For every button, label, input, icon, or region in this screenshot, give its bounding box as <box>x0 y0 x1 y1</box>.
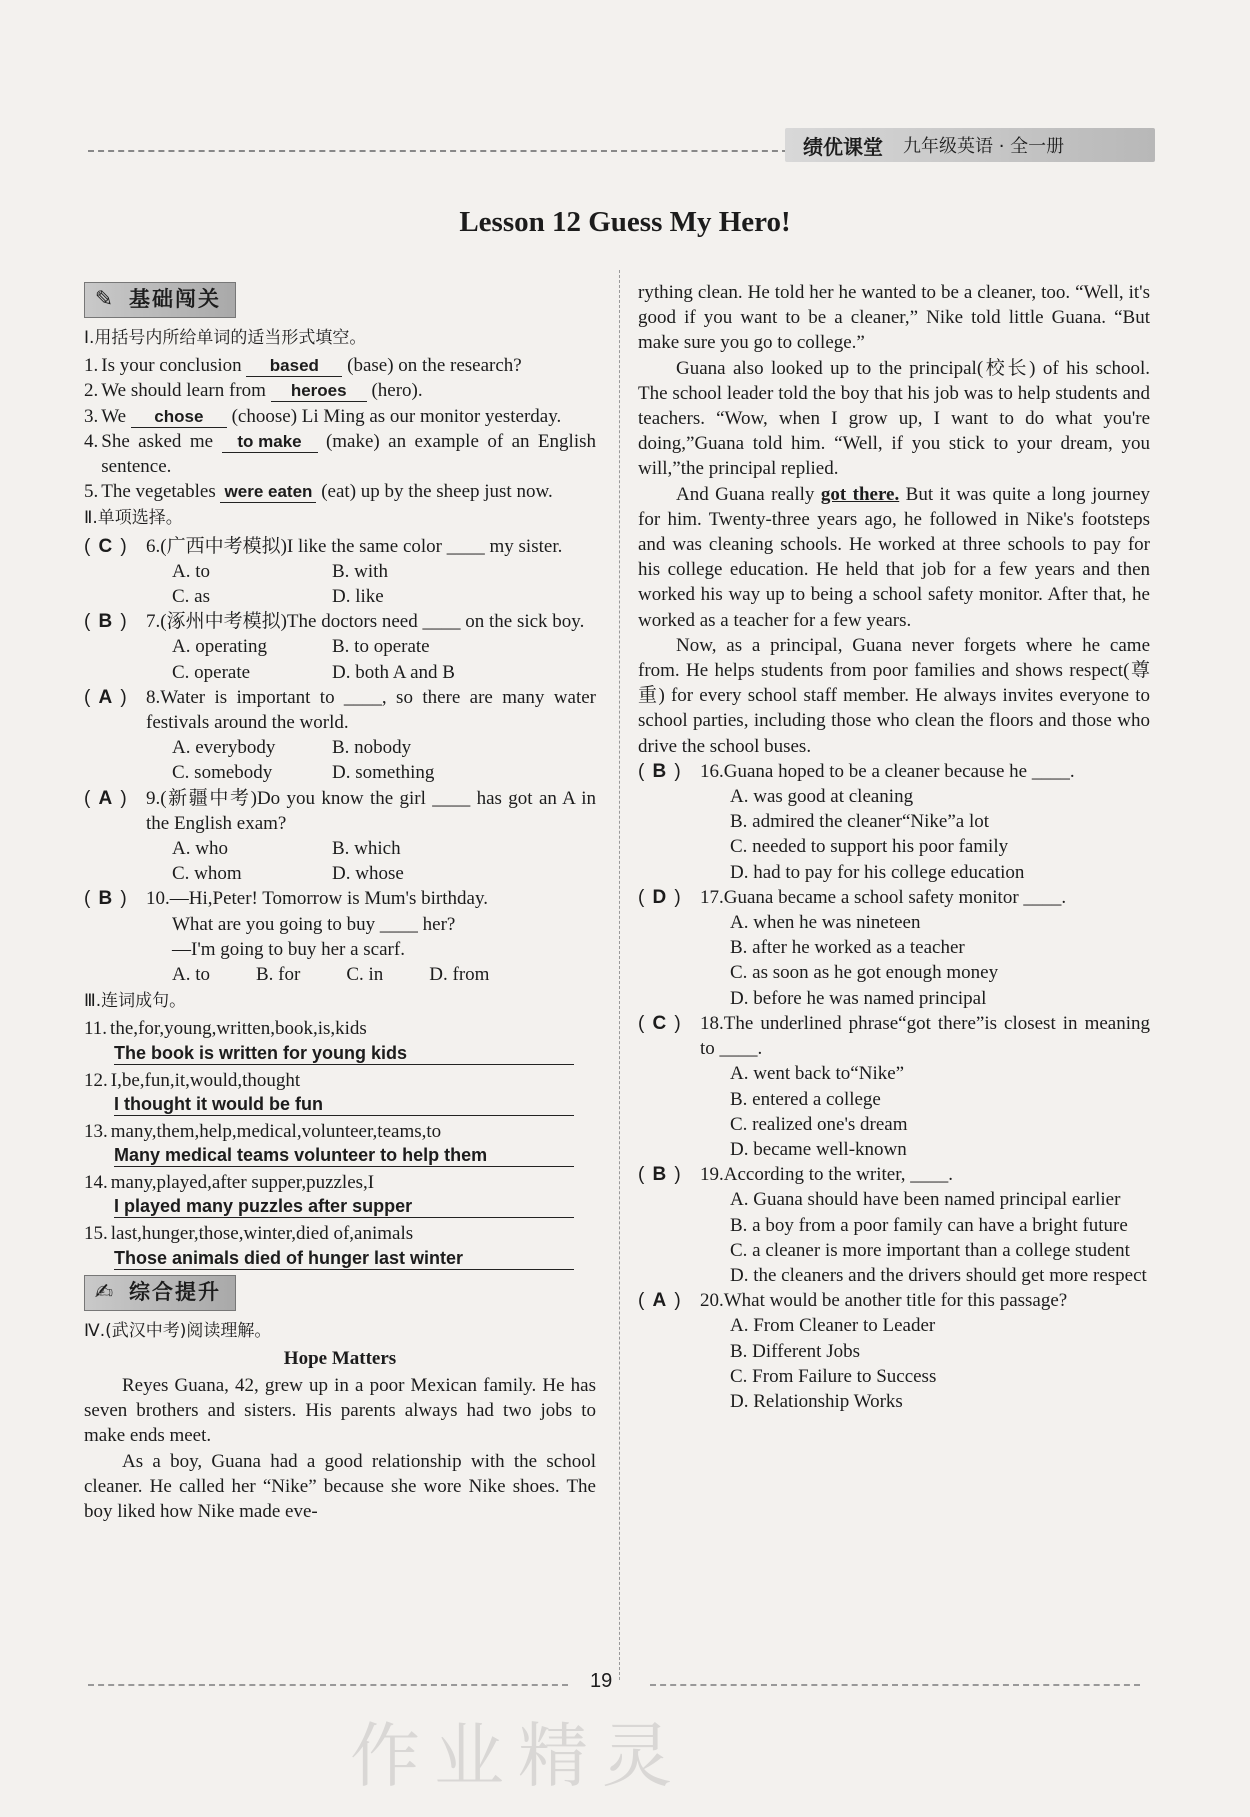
option: B. for <box>256 964 301 986</box>
option: D. had to pay for his college education <box>730 861 1025 883</box>
option: A. went back to“Nike” <box>730 1063 905 1085</box>
sentence-item <box>84 1068 596 1093</box>
question-text: 16.Guana hoped to be a cleaner because he ____. <box>700 760 1075 782</box>
sentence-item <box>84 1170 596 1195</box>
options <box>172 559 596 609</box>
answer-paren: ( D ) <box>638 885 700 1011</box>
question-text: 8.Water is important to ____, so there are many water festivals around the world. <box>146 686 596 734</box>
question-body <box>146 609 596 685</box>
watermark: 作业精灵 <box>350 1715 686 1797</box>
question-text: The vegetables were eaten (eat) up by the sheep just now. <box>101 481 553 503</box>
answer-blank: were eaten <box>220 482 316 503</box>
sentence-item <box>84 1016 596 1041</box>
answer-paren: ( B ) <box>84 609 146 685</box>
option: D. became well-known <box>730 1138 907 1160</box>
reading-question <box>638 1011 1150 1162</box>
question-text: We chose (choose) Li Ming as our monitor yesterday. <box>101 405 562 427</box>
underlined-phrase: got there. <box>820 483 900 505</box>
sentence-item <box>84 1119 596 1144</box>
question-text: 19.According to the writer, ____. <box>700 1164 954 1186</box>
part-4-heading: Ⅳ.(武汉中考)阅读理解。 <box>84 1320 272 1341</box>
question-body <box>700 1162 1150 1288</box>
fill-blank-item <box>84 404 596 429</box>
answer-paren: ( C ) <box>638 1011 700 1162</box>
option: D. before he was named principal <box>730 987 987 1009</box>
question-text: 17.Guana became a school safety monitor ____. <box>700 886 1067 908</box>
reading-question <box>638 1162 1150 1288</box>
answer-blank: chose <box>131 407 227 428</box>
part-3-items <box>84 1016 596 1269</box>
choice-question <box>84 786 596 887</box>
question-line: —I'm going to buy her a scarf. <box>172 938 405 960</box>
option: A. who <box>172 838 228 860</box>
answer-letter: A <box>652 1290 667 1312</box>
question-number: 15. <box>84 1223 108 1245</box>
answer-paren: ( A ) <box>84 786 146 887</box>
header-rule <box>88 150 788 152</box>
option: A. to <box>172 560 210 582</box>
answer-letter: B <box>652 1164 667 1186</box>
option: D. the cleaners and the drivers should get more respect <box>730 1264 1147 1286</box>
option: C. operate <box>172 661 251 683</box>
answer-paren: ( A ) <box>638 1288 700 1414</box>
option: B. admired the cleaner“Nike”a lot <box>730 811 990 833</box>
passage-left <box>84 1373 596 1524</box>
footer-rule-right <box>650 1684 1140 1686</box>
option: A. when he was nineteen <box>730 912 921 934</box>
question-number: 2. <box>84 380 99 402</box>
passage-paragraph: And Guana really got there. But it was quite a long journey for him. Twenty-three years ago, he followed in Nike's footsteps and was cleaning schools. He worked at three schools to pay for his college education. He held that job for a few years and then worked his way up to being a school safety monitor. After that, he worked as a teacher for a few years. <box>638 483 1151 631</box>
header-subtitle: 九年级英语 · 全一册 <box>903 136 1065 157</box>
passage-paragraph: Reyes Guana, 42, grew up in a poor Mexican family. He has seven brothers and sisters. His parents always had two jobs to make ends meet. <box>84 1374 596 1447</box>
option: A. was good at cleaning <box>730 786 914 808</box>
question-text: 20.What would be another title for this passage? <box>700 1290 1068 1312</box>
reading-question <box>638 759 1150 885</box>
option: B. to operate <box>332 636 430 658</box>
option: A. From Cleaner to Leader <box>730 1315 936 1337</box>
option: C. needed to support his poor family <box>730 836 1009 858</box>
answer-letter: B <box>652 760 667 782</box>
word-list: the,for,young,written,book,is,kids <box>110 1018 367 1040</box>
option: D. something <box>332 762 435 784</box>
option: B. Different Jobs <box>730 1340 860 1362</box>
passage-paragraph: Guana also looked up to the principal(校长) of his school. The school leader told the boy that his job was to help students and teachers. “Wow, when I grow up, I want to do what you're doing,”Guana told him. “Well, if you stick to your dream, you will,”the principal replied. <box>638 357 1150 480</box>
option: D. both A and B <box>332 661 455 683</box>
option: A. everybody <box>172 737 276 759</box>
option: C. whom <box>172 863 242 885</box>
footer-rule-left <box>88 1684 568 1686</box>
header-banner <box>785 128 1155 162</box>
answer-line: The book is written for young kids <box>114 1042 574 1065</box>
question-number: 12. <box>84 1069 108 1091</box>
passage-paragraph: Now, as a principal, Guana never forgets where he came from. He helps students from poor families and shows respect(尊重) for every school staff member. He always invites everyone to school parties, including those who clean the floors and those who drive the school buses. <box>638 634 1150 757</box>
option: D. like <box>332 586 384 608</box>
lesson-title: Lesson 12 Guess My Hero! <box>459 206 791 238</box>
choice-question <box>84 609 596 685</box>
header-brand: 绩优课堂 <box>803 134 883 159</box>
answer-paren: ( B ) <box>638 759 700 885</box>
option: A. to <box>172 964 210 986</box>
option: A. operating <box>172 636 267 658</box>
passage-paragraph: As a boy, Guana had a good relationship with the school cleaner. He called her “Nike” because she wore Nike shoes. The boy liked how Nike made eve- <box>84 1450 596 1522</box>
question-body <box>146 534 596 610</box>
question-number: 10. <box>146 888 170 910</box>
answer-letter: C <box>98 535 113 557</box>
question-body <box>146 786 596 887</box>
question-body <box>700 885 1150 1011</box>
option: C. in <box>346 964 384 986</box>
section-basic-title: 基础闯关 <box>129 287 221 312</box>
answer-line: I played many puzzles after supper <box>114 1195 574 1218</box>
answer-line: Those animals died of hunger last winter <box>114 1247 574 1270</box>
option: C. as soon as he got enough money <box>730 962 999 984</box>
question-body <box>146 685 596 786</box>
fill-blank-item <box>84 479 596 504</box>
question-text: 18.The underlined phrase“got there”is closest in meaning to ____. <box>700 1012 1150 1060</box>
word-list: last,hunger,those,winter,died of,animals <box>110 1223 414 1245</box>
part-1-items <box>84 353 596 504</box>
answer-line: Many medical teams volunteer to help them <box>114 1144 574 1167</box>
answer-blank: heroes <box>271 381 367 402</box>
answer-letter: C <box>652 1012 667 1034</box>
question-10: ( B ) 10.—Hi,Peter! Tomorrow is Mum's birthday. What are you going to buy ____ her? —I'm going to buy her a scarf. A. to B. for C. in D. from <box>84 886 596 987</box>
pencil-icon: ✍ <box>94 1279 114 1305</box>
notebook-icon: ✎ <box>94 287 114 312</box>
question-line: —Hi,Peter! Tomorrow is Mum's birthday. <box>169 888 488 910</box>
fill-blank-item <box>84 353 596 378</box>
options <box>172 735 596 785</box>
part-3-heading: Ⅲ.连词成句。 <box>84 991 187 1012</box>
option: B. with <box>332 560 388 582</box>
option: D. Relationship Works <box>730 1390 903 1412</box>
question-text: 9.(新疆中考)Do you know the girl ____ has got an A in the English exam? <box>146 787 596 834</box>
passage-paragraph: rything clean. He told her he wanted to be a cleaner, too. “Well, it's good if you want to be a cleaner,” Nike told little Guana. “But make sure you go to college.” <box>638 282 1150 354</box>
answer-blank: based <box>246 356 342 377</box>
options <box>172 634 596 684</box>
question-number: 14. <box>84 1172 108 1194</box>
section-advanced-title: 综合提升 <box>129 1279 221 1304</box>
option: D. whose <box>332 863 404 885</box>
question-body <box>700 1288 1150 1414</box>
answer-paren: ( A ) <box>84 685 146 786</box>
answer-letter: A <box>98 787 113 809</box>
answer-letter: B <box>98 611 113 633</box>
option: C. as <box>172 586 210 608</box>
choice-question <box>84 534 596 610</box>
column-divider <box>619 270 620 1680</box>
part-2-heading: Ⅱ.单项选择。 <box>84 508 183 529</box>
question-body <box>700 759 1150 885</box>
option: B. a boy from a poor family can have a bright future <box>730 1214 1128 1236</box>
section-basic-banner <box>84 282 236 318</box>
word-list: many,played,after supper,puzzles,I <box>110 1172 375 1194</box>
question-number: 11. <box>84 1018 108 1040</box>
option: C. somebody <box>172 762 273 784</box>
question-number: 13. <box>84 1120 108 1142</box>
option: D. from <box>429 964 490 986</box>
option: C. a cleaner is more important than a college student <box>730 1239 1130 1261</box>
answer-letter: B <box>98 888 113 910</box>
question-text: Is your conclusion based (base) on the research? <box>101 355 522 377</box>
question-text: 7.(涿州中考模拟)The doctors need ____ on the sick boy. <box>146 611 585 633</box>
section-advanced-banner <box>84 1275 236 1311</box>
answer-paren: ( C ) <box>84 534 146 610</box>
passage-title: Hope Matters <box>283 1347 397 1369</box>
sentence-item <box>84 1221 596 1246</box>
part-1-heading: Ⅰ.用括号内所给单词的适当形式填空。 <box>84 328 367 348</box>
word-list: many,them,help,medical,volunteer,teams,to <box>110 1120 442 1142</box>
left-column <box>84 280 596 1524</box>
answer-blank: to make <box>222 432 318 453</box>
part-2-items <box>84 534 596 887</box>
passage-right <box>638 280 1150 759</box>
word-list: I,be,fun,it,would,thought <box>110 1069 301 1091</box>
question-number: 1. <box>84 355 99 377</box>
reading-questions <box>638 759 1150 1414</box>
fill-blank-item <box>84 429 596 479</box>
option: B. after he worked as a teacher <box>730 937 965 959</box>
options <box>172 836 596 886</box>
question-number: 4. <box>84 430 99 452</box>
page-number: 19 <box>590 1670 613 1692</box>
option: B. which <box>332 838 401 860</box>
question-text: 6.(广西中考模拟)I like the same color ____ my sister. <box>146 535 563 557</box>
option: C. From Failure to Success <box>730 1365 937 1387</box>
answer-letter: D <box>652 886 667 908</box>
answer-line: I thought it would be fun <box>114 1093 574 1116</box>
question-number: 3. <box>84 405 99 427</box>
reading-question <box>638 885 1150 1011</box>
options <box>172 962 596 987</box>
option: A. Guana should have been named principal earlier <box>730 1189 1121 1211</box>
fill-blank-item <box>84 378 596 403</box>
question-body <box>700 1011 1150 1162</box>
question-number: 5. <box>84 481 99 503</box>
question-text: We should learn from heroes (hero). <box>101 380 423 402</box>
option: B. entered a college <box>730 1088 881 1110</box>
choice-question <box>84 685 596 786</box>
right-column <box>638 280 1150 1414</box>
question-line: What are you going to buy ____ her? <box>172 913 456 935</box>
answer-paren: ( B ) <box>638 1162 700 1288</box>
option: C. realized one's dream <box>730 1113 908 1135</box>
question-text: She asked me to make (make) an example of an English sentence. <box>101 430 596 478</box>
option: B. nobody <box>332 737 412 759</box>
answer-letter: A <box>98 686 113 708</box>
reading-question <box>638 1288 1150 1414</box>
